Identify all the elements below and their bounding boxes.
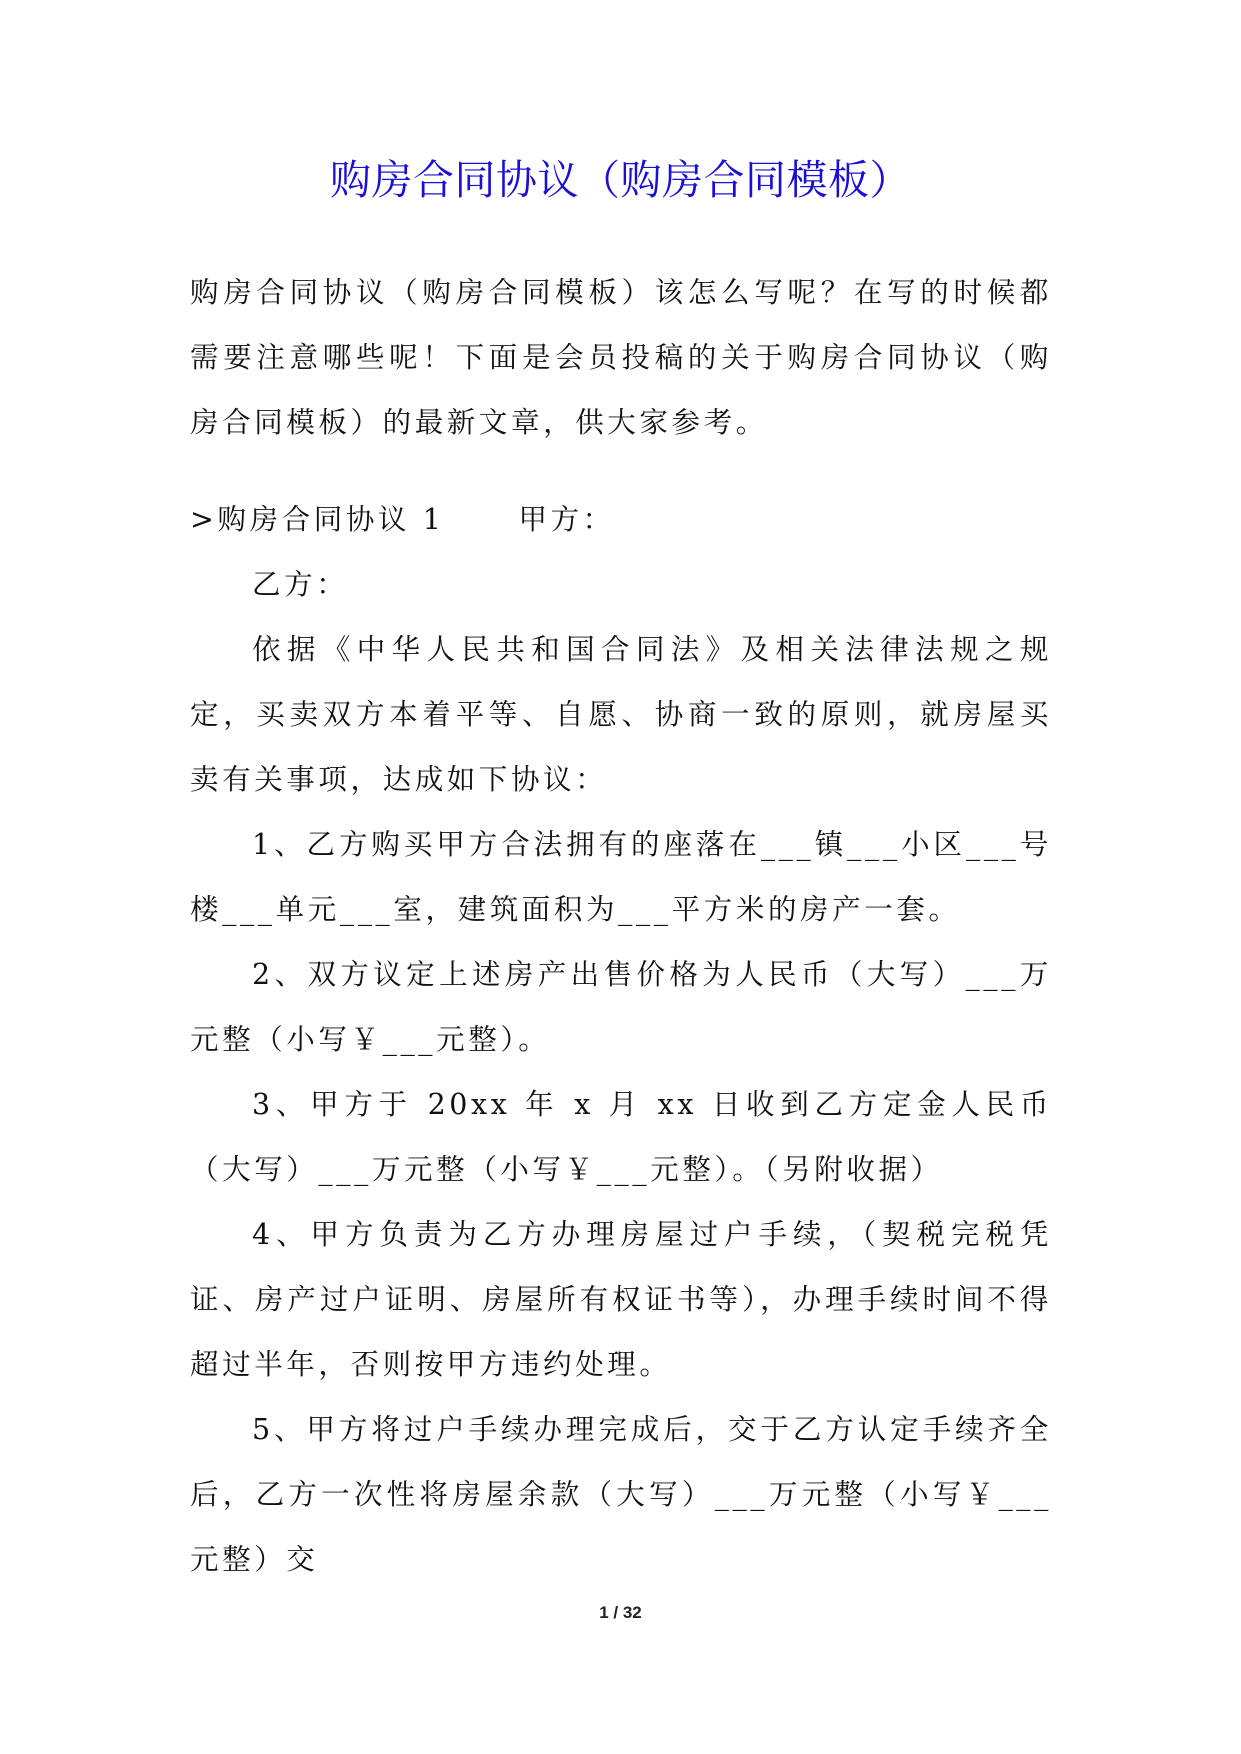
section-heading-line: [190, 487, 615, 552]
section-heading: >购房合同协议 1: [190, 503, 445, 536]
party-a-label: 甲方：: [518, 503, 615, 536]
clause-4: 4、甲方负责为乙方办理房屋过户手续，（契税完税凭证、房产过户证明、房屋所有权证书等），办理手续时间不得超过半年，否则按甲方违约处理。: [190, 1218, 1052, 1381]
clause-3: 3、甲方于 20xx 年 x 月 xx 日收到乙方定金人民币（大写）___万元整（小写￥___元整）。（另附收据）: [190, 1088, 1052, 1186]
document-title: 购房合同协议（购房合同模板）: [330, 156, 911, 204]
preamble-paragraph: 依据《中华人民共和国合同法》及相关法律法规之规定，买卖双方本着平等、自愿、协商一致的原则，就房屋买卖有关事项，达成如下协议：: [190, 633, 1052, 796]
intro-paragraph: 购房合同协议（购房合同模板）该怎么写呢？在写的时候都需要注意哪些呢！下面是会员投稿的关于购房合同协议（购房合同模板）的最新文章，供大家参考。: [190, 276, 1052, 439]
clause-1: 1、乙方购买甲方合法拥有的座落在___镇___小区___号楼___单元___室，建筑面积为___平方米的房产一套。: [190, 828, 1052, 926]
page-number: 1 / 32: [599, 1603, 642, 1622]
clause-2: 2、双方议定上述房产出售价格为人民币（大写）___万元整（小写￥___元整）。: [190, 958, 1052, 1056]
clause-5: 5、甲方将过户手续办理完成后，交于乙方认定手续齐全后，乙方一次性将房屋余款（大写）___万元整（小写￥___元整）交: [190, 1413, 1052, 1576]
party-b-label: 乙方：: [252, 568, 349, 601]
